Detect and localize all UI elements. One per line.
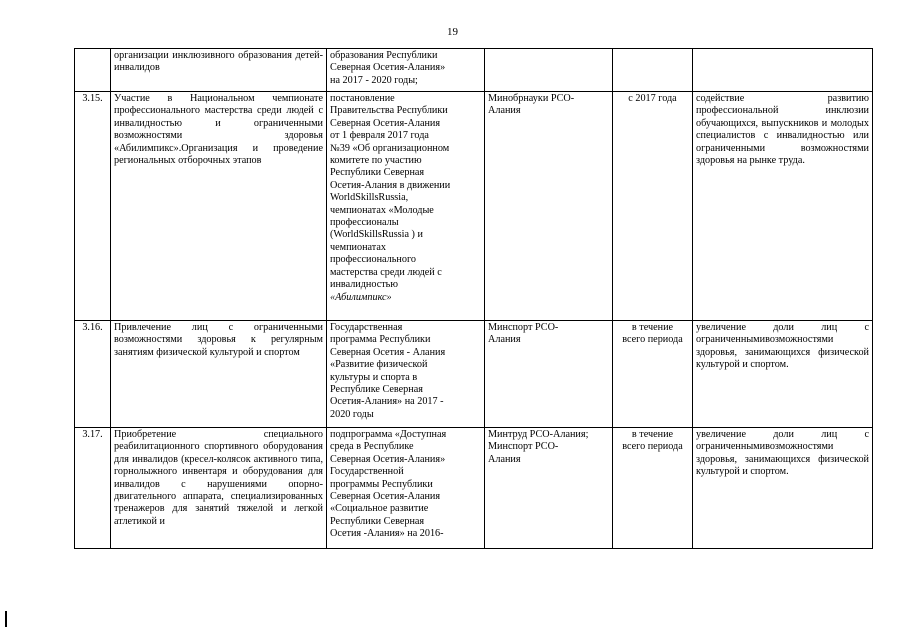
executor-cell: Минобрнауки РСО- Алания [485, 92, 613, 321]
term-cell: с 2017 года [613, 92, 693, 321]
table-row [75, 92, 873, 321]
event-cell: Участие в Национальном чемпионате профессионального мастерства среди людей с инвалидностью и ограниченными возможностями здоровья «Абилимпикс».Организация и проведение региональных отборочных этапов [111, 92, 327, 321]
row-number: 3.17. [75, 428, 111, 549]
term-cell: в течение всего периода [613, 428, 693, 549]
event-cell: организации инклюзивного образования детей-инвалидов [111, 49, 327, 92]
scan-edge-mark [5, 611, 7, 627]
basis-cell [327, 92, 485, 321]
term-cell: в течение всего периода [613, 321, 693, 428]
result-cell: увеличение доли лиц с ограниченнымивозможностями здоровья, занимающихся физической культурой и спортом. [693, 428, 873, 549]
row-number: 3.15. [75, 92, 111, 321]
basis-italic-text: «Абилимпикс» [330, 291, 392, 303]
event-cell: Привлечение лиц с ограниченными возможностями здоровья к регулярным занятиям физической культурой и спортом [111, 321, 327, 428]
table-row [75, 49, 873, 92]
result-cell: содействие развитию профессиональной инклюзии обучающихся, выпускников и молодых специалистов с инвалидностью или ограниченными возможностями здоровья на рынке труда. [693, 92, 873, 321]
basis-cell: образования Республики Северная Осетия-Алания» на 2017 - 2020 годы; [327, 49, 485, 92]
page-number: 19 [447, 26, 458, 38]
event-cell: Приобретение специального реабилитационного спортивного оборудования для инвалидов (кресел-колясок активного типа, горнолыжного инвентаря и оборудования для инвалидов с нарушениями опорно-двигательного аппарата, специализированных тренажеров для занятий тяжелой и легкой атлетикой и [111, 428, 327, 549]
executor-cell [485, 49, 613, 92]
basis-text: постановление Правительства Республики Северная Осетия-Алания от 1 февраля 2017 года №39 «Об организационном комитете по участию Республики Северная Осетия-Алания в движении WorldSkillsRussia, чемпионатах «Молодые профессионалы (WorldSkillsRussia ) и чемпионатах профессионального мастерства среди людей с инвалидностью [330, 93, 451, 291]
executor-cell: Минспорт РСО- Алания [485, 321, 613, 428]
basis-cell: подпрограмма «Доступная среда в Республике Северная Осетия-Алания» Государственной программы Республики Северная Осетия-Алания «Социальное развитие Республики Северная Осетия -Алания» на 2016- [327, 428, 485, 549]
executor-cell: Минтруд РСО-Алания; Минспорт РСО- Алания [485, 428, 613, 549]
table-row [75, 428, 873, 549]
table-row [75, 321, 873, 428]
row-number [75, 49, 111, 92]
measures-table [74, 48, 873, 549]
result-cell: увеличение доли лиц с ограниченнымивозможностями здоровья, занимающихся физической культурой и спортом. [693, 321, 873, 428]
term-cell [613, 49, 693, 92]
row-number: 3.16. [75, 321, 111, 428]
basis-cell: Государственная программа Республики Северная Осетия - Алания «Развитие физической культуры и спорта в Республике Северная Осетия-Алания» на 2017 - 2020 годы [327, 321, 485, 428]
result-cell [693, 49, 873, 92]
